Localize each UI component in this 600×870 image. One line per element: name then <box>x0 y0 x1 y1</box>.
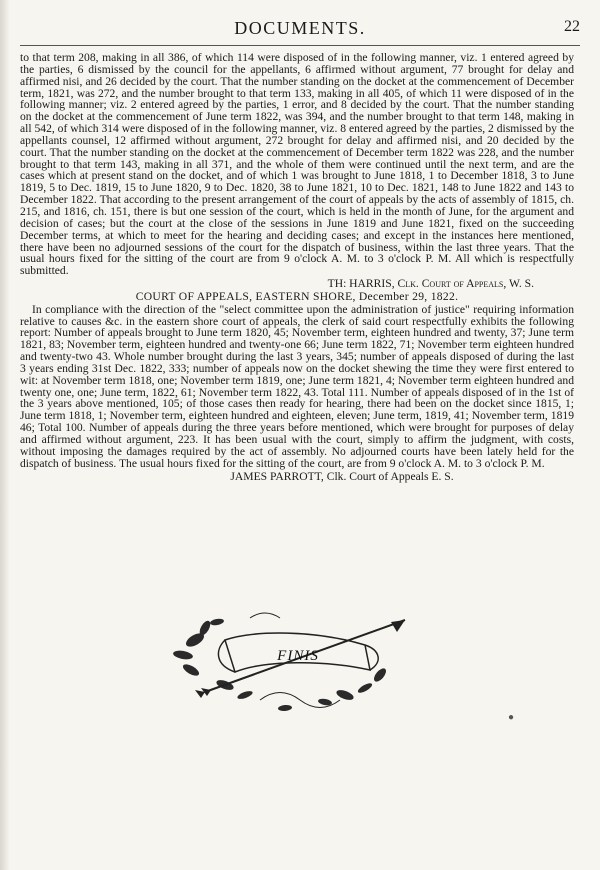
arrow-head-icon <box>391 620 405 632</box>
stray-mark: ● <box>508 712 515 723</box>
western-report-paragraph: to that term 208, making in all 386, of which 114 were disposed of in the following manner, viz. 1 entered agreed by the parties, 6 dismissed by the council for the appellants, 6 affirmed without argument, 77 brought for delay and affirmed nisi, and 26 decided by the court. That the number standing on the docket at the commencement of December term, 1821, was 272, and the number brought to that term 133, making in all 405, of which 11 were disposed of in the following manner; viz. 2 entered agreed by the parties, 1 error, and 8 decided by the court. That the number standing on the docket at the commencement of June term 1822, was 394, and the number brought to that term 148, making in all 542, of which 314 were disposed of in the following manner, viz. 8 entered agreed by the parties, 2 dismissed by the appellants counsel, 12 affirmed without argument, 272 brought for delay and affirmed nisi, and 20 decided by the court. That the number standing on the docket at the commencement of December term 1822 was 228, and the number brought to that term 143, making in all 371, and the whole of them were continued until the next term, and are the cases which at present stand on the docket, and of which 1 was brought to June 1818, 1 to December 1818, 3 to June 1819, 5 to Dec. 1819, 15 to June 1820, 9 to Dec. 1820, 38 to June 1821, 10 to Dec. 1821, 148 to June 1822 and 143 to December 1822. That according to the present arrangement of the court of appeals by the acts of assembly of 1815, ch. 215, and 1816, ch. 151, there is but one session of the court, which is held in the month of June, for the argument and decision of cases; but the court at the close of the sessions in June 1819 and June 1821, fixed on the succeeding December terms, at which to meet for the hearing and deciding cases; and except in the instances here mentioned, there have been no adjourned sessions of the court for the dispatch of business, within the last three years. That the usual hours fixed for the sitting of the court are from 9 o'clock A. M. to 3 o'clock P. M. All which is respectfully submitted. <box>20 51 574 278</box>
page-header <box>20 18 580 48</box>
page-number: 22 <box>564 18 580 35</box>
eastern-report-paragraph: In compliance with the direction of the "select committee upon the administration of justice" requiring information relative to causes &c. in the eastern shore court of appeals, the clerk of said court respectfully exhibits the following report: Number of appeals brought to June term 1820, 45; November term, eighteen hundred and twenty, 37; June term 1821, 83; November term, eighteen hundred and twenty-one 66; June term 1822, 71; November term eighteen hundred and twenty-two 43. Whole number brought during the last 3 years, 345; number of appeals disposed of during the last 3 years ending 31st Dec. 1822, 333; number of appeals now on the docket shewing the time they were first entered to wit: at November term 1818, one; November term 1819, one; June term 1821, 4; November term eighteen hundred and twenty one, one; June term, 1822, 61; November term 1822, 43. Total 111. Number of appeals disposed of in the 1st of the 3 years above mentioned, 105; of those cases then ready for hearing, there had been on the docket since 1815, 1; June term 1818, 1; November term, eighteen hundred and eighteen, eleven; June term, 1819, 41; November term, 1819 46; Total 100. Number of appeals during the three years before mentioned, which were brought for purposes of delay and affirmed without argument, 223. It has been usual with the court, simply to affirm the judgment, with costs, without imposing the damages required by the act of assembly. No adjourned courts have been lately held for the dispatch of business. The usual hours fixed for the sitting of the court, are from 9 o'clock A. M. to 3 o'clock P. M. <box>20 302 574 470</box>
page-body <box>20 52 574 482</box>
eastern-report-signature: JAMES PARROTT, Clk. Court of Appeals E. S. <box>230 469 454 483</box>
page-gutter-shadow <box>0 0 10 870</box>
flourish-upper <box>250 613 280 618</box>
finis-word: FINIS <box>277 648 319 664</box>
finis-ornament <box>165 600 435 720</box>
running-title: DOCUMENTS. <box>234 18 366 38</box>
eastern-report-heading: COURT OF APPEALS, EASTERN SHORE, December 29, 1822. <box>135 289 459 303</box>
finis-vignette <box>165 600 435 720</box>
header-rule <box>20 45 580 46</box>
western-report-signature: TH: HARRIS, Clk. Court of Appeals, W. S. <box>327 277 534 291</box>
arrow-fletching-icon <box>195 688 211 698</box>
